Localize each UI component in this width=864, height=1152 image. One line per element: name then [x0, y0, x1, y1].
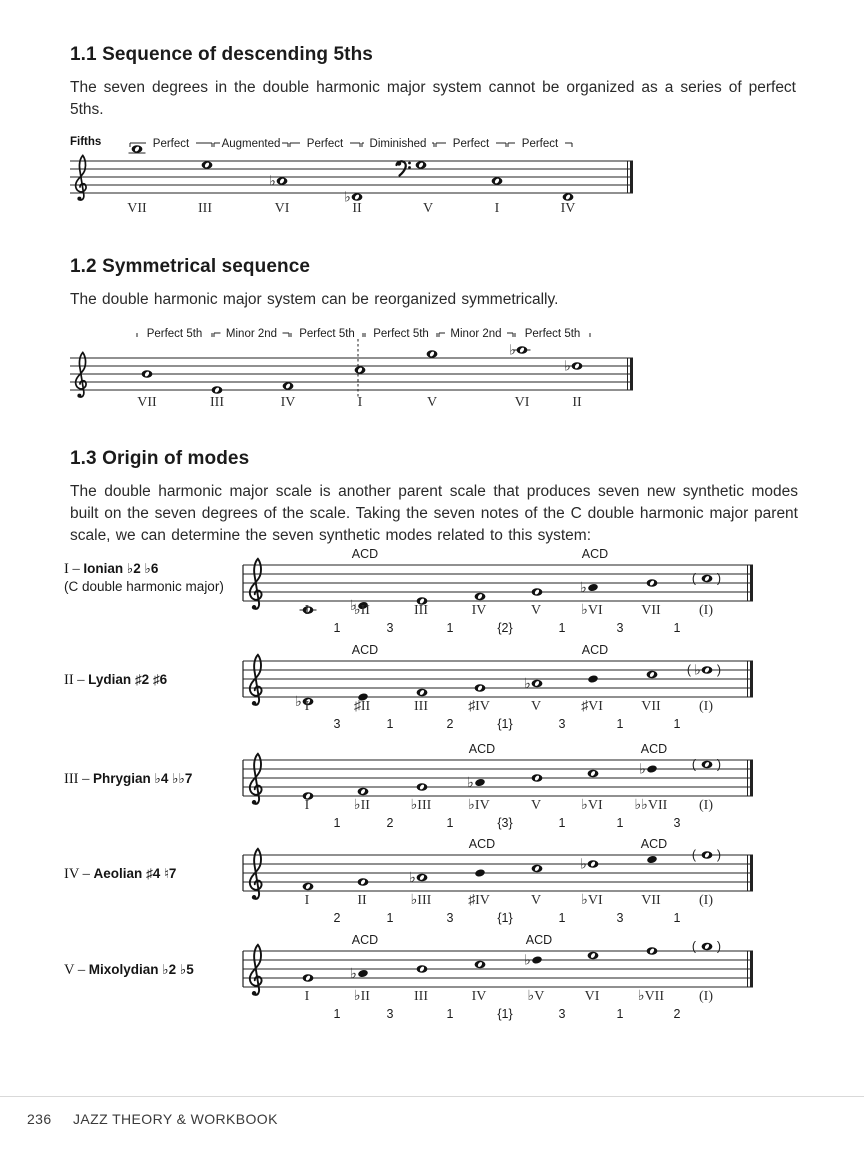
section-1-2-body: The double harmonic major system can be reorganized symmetrically.: [70, 291, 559, 308]
staff-symmetrical: [70, 328, 633, 410]
svg-text:V: V: [530, 798, 542, 813]
staff-mode-3: [243, 742, 753, 830]
svg-text:♭III: ♭III: [410, 798, 432, 813]
svg-text:ACD: ACD: [468, 837, 496, 851]
svg-text:1: 1: [558, 621, 566, 635]
svg-text:♭: ♭: [524, 676, 531, 692]
svg-text:1: 1: [673, 717, 681, 731]
svg-text:2: 2: [446, 717, 454, 731]
mode-name: Mixolydian ♭2 ♭5: [88, 962, 194, 977]
svg-text:): ): [716, 939, 722, 954]
svg-text:1: 1: [673, 621, 681, 635]
svg-text:♭: ♭: [467, 775, 474, 791]
svg-text:VI: VI: [274, 201, 290, 216]
svg-text:{1}: {1}: [497, 717, 513, 731]
svg-text:♯VI: ♯VI: [581, 699, 603, 714]
svg-text:♭: ♭: [350, 598, 357, 614]
svg-text:(I): (I): [699, 603, 713, 618]
svg-text:Minor 2nd: Minor 2nd: [450, 327, 502, 340]
svg-text:VII: VII: [137, 395, 157, 410]
svg-text:III: III: [414, 989, 428, 1004]
svg-text:1: 1: [446, 1007, 454, 1021]
section-1-1-body: The seven degrees in the double harmonic major system cannot be organized as a series of perfect 5ths.: [70, 79, 796, 118]
svg-text:Perfect: Perfect: [521, 137, 559, 150]
svg-text:♭: ♭: [409, 870, 416, 886]
svg-text:♭II: ♭II: [354, 798, 370, 813]
section-1-3-body: The double harmonic major scale is another parent scale that produces seven new synthetic modes built on the seven degrees of the scale. Taking the seven notes of the C double harmonic major parent scale, we can determine the seven synthetic modes related to this system:: [70, 483, 798, 544]
svg-text:3: 3: [558, 717, 566, 731]
svg-text:♭VI: ♭VI: [581, 603, 603, 618]
mode-subtitle: (C double harmonic major): [64, 579, 224, 594]
svg-text:(I): (I): [699, 989, 713, 1004]
svg-text:(: (: [691, 939, 697, 954]
svg-text:I: I: [304, 893, 310, 908]
svg-text:ACD: ACD: [581, 547, 609, 561]
svg-text:Diminished: Diminished: [369, 137, 427, 150]
svg-text:(: (: [686, 663, 692, 678]
svg-text:♯IV: ♯IV: [468, 699, 490, 714]
svg-text:1: 1: [446, 816, 454, 830]
svg-text:I: I: [304, 989, 310, 1004]
svg-text:♭: ♭: [295, 694, 302, 710]
svg-text:V: V: [426, 395, 438, 410]
svg-text:♭: ♭: [580, 580, 587, 596]
staff-mode-1: [243, 547, 753, 635]
svg-text:♭II: ♭II: [354, 989, 370, 1004]
svg-text:1: 1: [558, 816, 566, 830]
footer-rule: [0, 1096, 864, 1097]
svg-text:♭♭VII: ♭♭VII: [634, 798, 668, 813]
svg-text:1: 1: [616, 816, 624, 830]
svg-text:II: II: [357, 893, 367, 908]
svg-text:Perfect 5th: Perfect 5th: [524, 327, 581, 340]
footer-page-number: 236: [27, 1111, 52, 1127]
mode-numeral: II –: [64, 672, 89, 688]
svg-text:ACD: ACD: [351, 643, 379, 657]
svg-text:♭: ♭: [564, 358, 571, 375]
svg-text:1: 1: [673, 911, 681, 925]
svg-text:V: V: [530, 603, 542, 618]
svg-text:): ): [716, 663, 722, 678]
svg-text:1: 1: [386, 717, 394, 731]
svg-text:1: 1: [616, 717, 624, 731]
svg-text:VI: VI: [514, 395, 530, 410]
svg-text:3: 3: [673, 816, 681, 830]
svg-text:(I): (I): [699, 798, 713, 813]
svg-text:1: 1: [558, 911, 566, 925]
svg-text:): ): [716, 848, 722, 863]
svg-text:♭: ♭: [524, 952, 531, 969]
svg-text:IV: IV: [280, 395, 296, 410]
svg-text:{1}: {1}: [497, 1007, 513, 1021]
svg-text:♯II: ♯II: [353, 699, 371, 714]
svg-text:{3}: {3}: [497, 816, 513, 830]
svg-text:3: 3: [446, 911, 454, 925]
svg-text:Perfect: Perfect: [452, 137, 490, 150]
svg-text:ACD: ACD: [468, 742, 496, 756]
svg-text:(: (: [691, 571, 697, 586]
svg-text:Perfect: Perfect: [152, 137, 190, 150]
svg-text:2: 2: [386, 816, 394, 830]
svg-text:♭: ♭: [350, 966, 357, 982]
svg-text:): ): [716, 757, 722, 772]
section-1-2-heading: 1.2 Symmetrical sequence: [70, 256, 311, 277]
svg-text:♭VI: ♭VI: [581, 798, 603, 813]
svg-text:♭: ♭: [580, 856, 587, 873]
svg-text:V: V: [422, 201, 434, 216]
svg-text:I: I: [304, 699, 310, 714]
svg-text:♭IV: ♭IV: [468, 798, 490, 813]
svg-text:VII: VII: [641, 893, 661, 908]
svg-text:3: 3: [386, 621, 394, 635]
svg-text:(I): (I): [699, 893, 713, 908]
svg-text:2: 2: [333, 911, 341, 925]
svg-text:♭: ♭: [694, 662, 701, 679]
svg-text:♭III: ♭III: [410, 893, 432, 908]
staff-descending-fifths: [70, 138, 633, 216]
svg-text:IV: IV: [471, 989, 487, 1004]
svg-text:♭II: ♭II: [354, 603, 370, 618]
svg-text:V: V: [530, 699, 542, 714]
svg-text:♭: ♭: [344, 189, 351, 206]
svg-text:3: 3: [616, 911, 624, 925]
svg-text:ACD: ACD: [351, 933, 379, 947]
svg-text:IV: IV: [560, 201, 576, 216]
svg-text:3: 3: [616, 621, 624, 635]
svg-text:I: I: [304, 603, 310, 618]
svg-text:{1}: {1}: [497, 911, 513, 925]
svg-text:(I): (I): [699, 699, 713, 714]
svg-text:ACD: ACD: [525, 933, 553, 947]
svg-text:II: II: [572, 395, 582, 410]
staff-mode-4: [243, 837, 753, 925]
svg-text:♭VII: ♭VII: [637, 989, 665, 1004]
mode-numeral: III –: [64, 771, 93, 787]
svg-text:VI: VI: [584, 989, 600, 1004]
footer-book-title: JAZZ THEORY & WORKBOOK: [73, 1111, 278, 1127]
svg-text:Perfect: Perfect: [306, 137, 344, 150]
svg-text:III: III: [210, 395, 224, 410]
svg-text:3: 3: [333, 717, 341, 731]
svg-text:IV: IV: [471, 603, 487, 618]
svg-text:ACD: ACD: [581, 643, 609, 657]
staff-mode-2: [243, 643, 753, 731]
svg-text:III: III: [414, 699, 428, 714]
mode-name: Ionian ♭2 ♭6: [83, 561, 159, 576]
svg-text:3: 3: [558, 1007, 566, 1021]
svg-text:2: 2: [673, 1007, 681, 1021]
section-1-3-heading: 1.3 Origin of modes: [70, 448, 250, 469]
svg-text:1: 1: [616, 1007, 624, 1021]
svg-text:(: (: [691, 757, 697, 772]
mode-numeral: V –: [64, 962, 89, 978]
svg-text:VII: VII: [641, 699, 661, 714]
svg-text:Perfect 5th: Perfect 5th: [146, 327, 203, 340]
svg-text:Minor 2nd: Minor 2nd: [225, 327, 278, 340]
svg-text:1: 1: [386, 911, 394, 925]
svg-text:): ): [716, 571, 722, 586]
svg-text:{2}: {2}: [497, 621, 513, 635]
fifths-label: Fifths: [70, 136, 102, 148]
svg-text:♭: ♭: [509, 342, 516, 359]
svg-text:ACD: ACD: [640, 742, 668, 756]
svg-text:♭VI: ♭VI: [581, 893, 603, 908]
mode-numeral: IV –: [64, 866, 94, 882]
mode-name: Phrygian ♭4 ♭♭7: [93, 771, 193, 786]
svg-text:3: 3: [386, 1007, 394, 1021]
svg-text:III: III: [414, 603, 428, 618]
svg-text:1: 1: [446, 621, 454, 635]
svg-text:II: II: [352, 201, 362, 216]
svg-text:VII: VII: [127, 201, 147, 216]
svg-text:I: I: [357, 395, 363, 410]
svg-text:III: III: [198, 201, 212, 216]
svg-text:Augmented: Augmented: [221, 137, 281, 150]
svg-text:1: 1: [333, 621, 341, 635]
svg-text:VII: VII: [641, 603, 661, 618]
svg-text:♭: ♭: [269, 173, 276, 190]
svg-text:Perfect 5th: Perfect 5th: [373, 327, 429, 340]
svg-text:1: 1: [333, 816, 341, 830]
svg-text:I: I: [494, 201, 500, 216]
svg-text:♭V: ♭V: [527, 989, 545, 1004]
mode-name: Aeolian ♯4 ♮7: [93, 866, 177, 881]
mode-name: Lydian ♯2 ♯6: [88, 672, 168, 687]
svg-text:V: V: [530, 893, 542, 908]
svg-text:ACD: ACD: [640, 837, 668, 851]
svg-text:♯IV: ♯IV: [468, 893, 490, 908]
staff-mode-5: [243, 933, 753, 1021]
svg-text:(: (: [691, 848, 697, 863]
svg-text:1: 1: [333, 1007, 341, 1021]
section-1-1-heading: 1.1 Sequence of descending 5ths: [70, 44, 373, 65]
svg-text:♭: ♭: [639, 761, 646, 778]
svg-text:ACD: ACD: [351, 547, 379, 561]
mode-numeral: I –: [64, 561, 84, 577]
svg-text:I: I: [304, 798, 310, 813]
svg-text:Perfect 5th: Perfect 5th: [299, 327, 355, 340]
